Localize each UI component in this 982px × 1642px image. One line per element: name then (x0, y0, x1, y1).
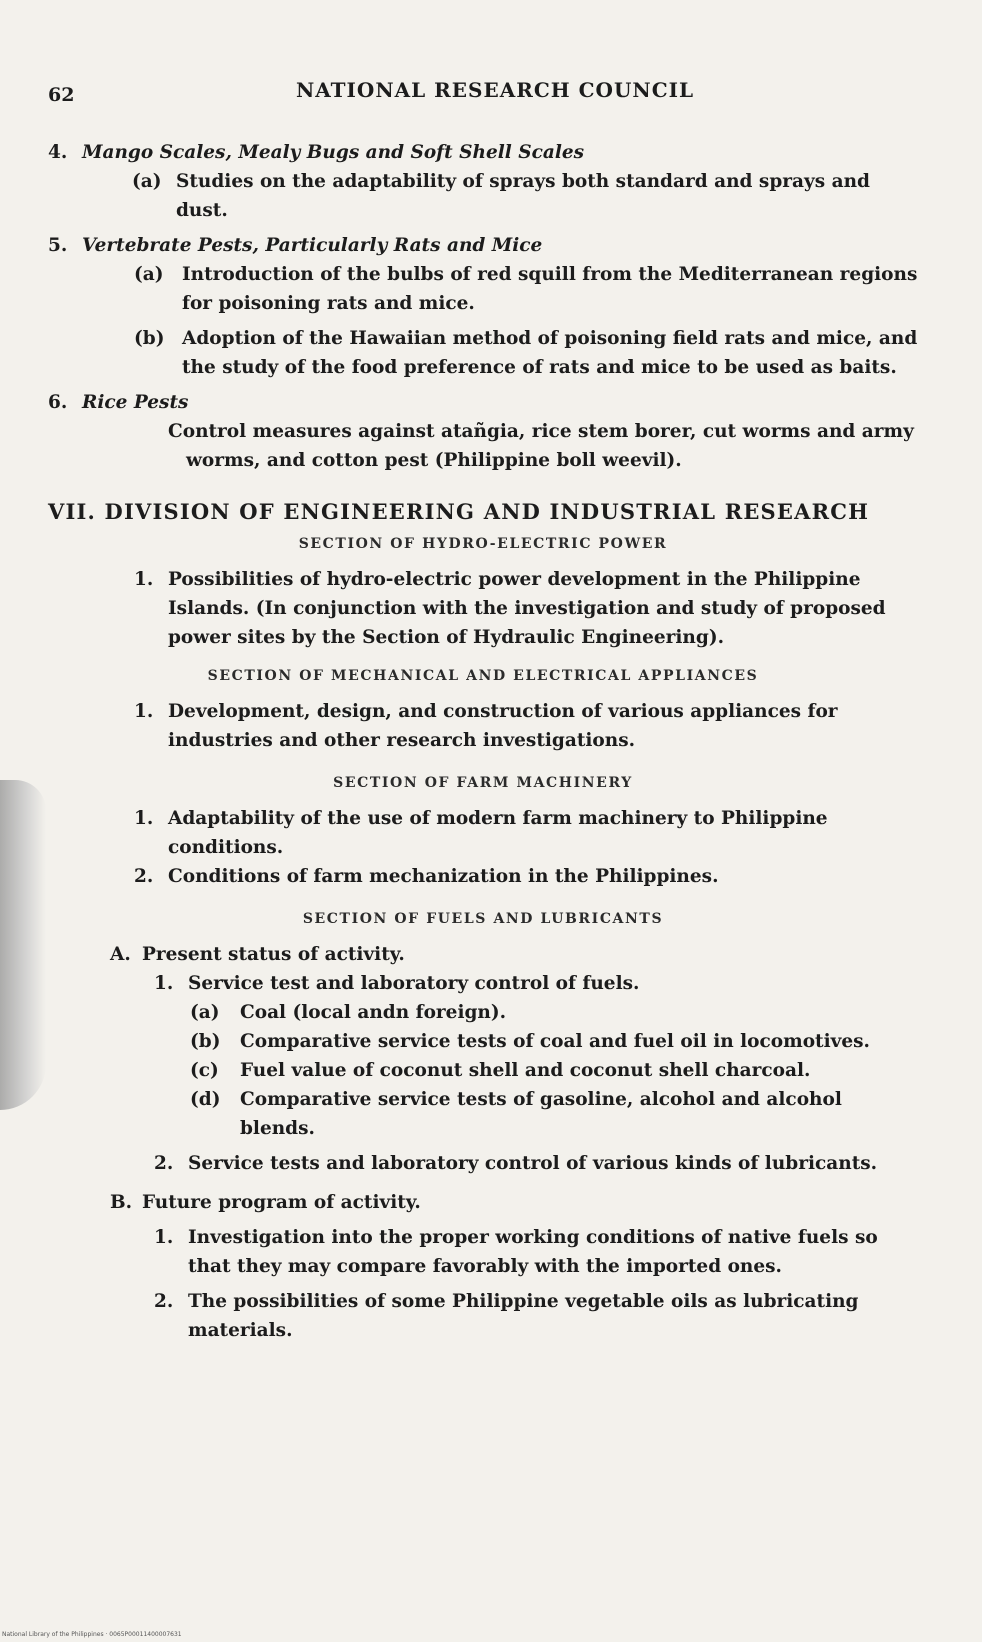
list-item-4 (48, 138, 918, 167)
outline-text: Comparative service tests of gasoline, alcohol and alcohol blends. (240, 1089, 842, 1139)
outline-label: 2. (154, 1153, 174, 1174)
section-heading: SECTION OF FUELS AND LUBRICANTS (302, 911, 664, 927)
running-head (48, 78, 912, 112)
page-edge-shadow (0, 780, 46, 1110)
division-heading: VII. DIVISION OF ENGINEERING AND INDUSTRIAL RESEARCH (48, 499, 870, 524)
outline-label: 1. (154, 1227, 174, 1248)
outline-text: The possibilities of some Philippine vegetable oils as lubricating materials. (188, 1291, 859, 1341)
item-heading: Mango Scales, Mealy Bugs and Soft Shell Scales (82, 142, 585, 163)
section-heading: SECTION OF HYDRO-ELECTRIC POWER (298, 536, 668, 552)
section-item (48, 862, 918, 891)
section-heading: SECTION OF FARM MACHINERY (333, 775, 633, 791)
section-item (48, 697, 918, 755)
section-item (48, 565, 918, 652)
outline-text: Present status of activity. (142, 944, 405, 965)
outline-item (48, 1223, 918, 1281)
sub-item (48, 324, 918, 382)
outline-item (48, 1085, 918, 1143)
item-number: 1. (134, 701, 154, 722)
outline-label: B. (110, 1192, 133, 1213)
outline-label: (a) (190, 1002, 220, 1023)
item-text: Adaptability of the use of modern farm machinery to Philippine conditions. (168, 808, 828, 858)
list-item-5 (48, 231, 918, 260)
outline-text: Coal (local andn foreign). (240, 1002, 507, 1023)
sub-item-text: Studies on the adaptability of sprays both standard and sprays and dust. (176, 171, 870, 221)
outline-item (48, 1149, 918, 1178)
outline-text: Fuel value of coconut shell and coconut shell charcoal. (240, 1060, 811, 1081)
item-number: 1. (134, 808, 154, 829)
outline-item (48, 969, 918, 998)
item-number: 5. (48, 235, 68, 256)
outline-text: Service test and laboratory control of fuels. (188, 973, 640, 994)
item-text: Development, design, and construction of various appliances for industries and other research investigations. (168, 701, 838, 751)
outline-label: (b) (190, 1031, 221, 1052)
paragraph-text: Control measures against atañgia, rice stem borer, cut worms and army worms, and cotton pest (Philippine boll weevil). (168, 421, 914, 471)
outline-text: Future program of activity. (142, 1192, 421, 1213)
sub-item-label: (a) (134, 264, 164, 285)
item-number: 1. (134, 569, 154, 590)
outline-label: A. (110, 944, 131, 965)
outline-item (48, 1056, 918, 1085)
outline-item (48, 1287, 918, 1345)
outline-label: 1. (154, 973, 174, 994)
outline-label: (d) (190, 1089, 221, 1110)
sub-item-text: Introduction of the bulbs of red squill from the Mediterranean regions for poisoning rats and mice. (182, 264, 918, 314)
section-item (48, 804, 918, 862)
sub-item-text: Adoption of the Hawaiian method of poisoning field rats and mice, and the study of the food preference of rats and mice to be used as baits. (182, 328, 918, 378)
sub-item-label: (a) (132, 171, 162, 192)
item-paragraph (48, 417, 918, 475)
section-heading: SECTION OF MECHANICAL AND ELECTRICAL APPLIANCES (207, 668, 759, 684)
outline-item-B (48, 1188, 918, 1217)
item-text: Possibilities of hydro-electric power development in the Philippine Islands. (In conjunction with the investigation and study of proposed power sites by the Section of Hydraulic Engineering). (168, 569, 886, 648)
sub-item (48, 167, 918, 225)
outline-item (48, 998, 918, 1027)
outline-text: Service tests and laboratory control of various kinds of lubricants. (188, 1153, 878, 1174)
item-text: Conditions of farm mechanization in the Philippines. (168, 866, 719, 887)
outline-label: (c) (190, 1060, 219, 1081)
header-title: NATIONAL RESEARCH COUNCIL (295, 78, 695, 102)
outline-item-A (48, 940, 918, 969)
outline-text: Investigation into the proper working conditions of native fuels so that they may compare favorably with the imported ones. (188, 1227, 878, 1277)
list-item-6 (48, 388, 918, 417)
item-number: 6. (48, 392, 68, 413)
sub-item-label: (b) (134, 328, 165, 349)
item-heading: Vertebrate Pests, Particularly Rats and Mice (82, 235, 543, 256)
outline-item (48, 1027, 918, 1056)
sub-item (48, 260, 918, 318)
page-body (48, 138, 918, 1345)
item-heading: Rice Pests (82, 392, 189, 413)
page-number: 62 (48, 84, 75, 106)
scan-footer: National Library of the Philippines · 0065P00011400007631 (2, 1631, 182, 1638)
outline-text: Comparative service tests of coal and fuel oil in locomotives. (240, 1031, 870, 1052)
item-number: 2. (134, 866, 154, 887)
outline-label: 2. (154, 1291, 174, 1312)
item-number: 4. (48, 142, 68, 163)
